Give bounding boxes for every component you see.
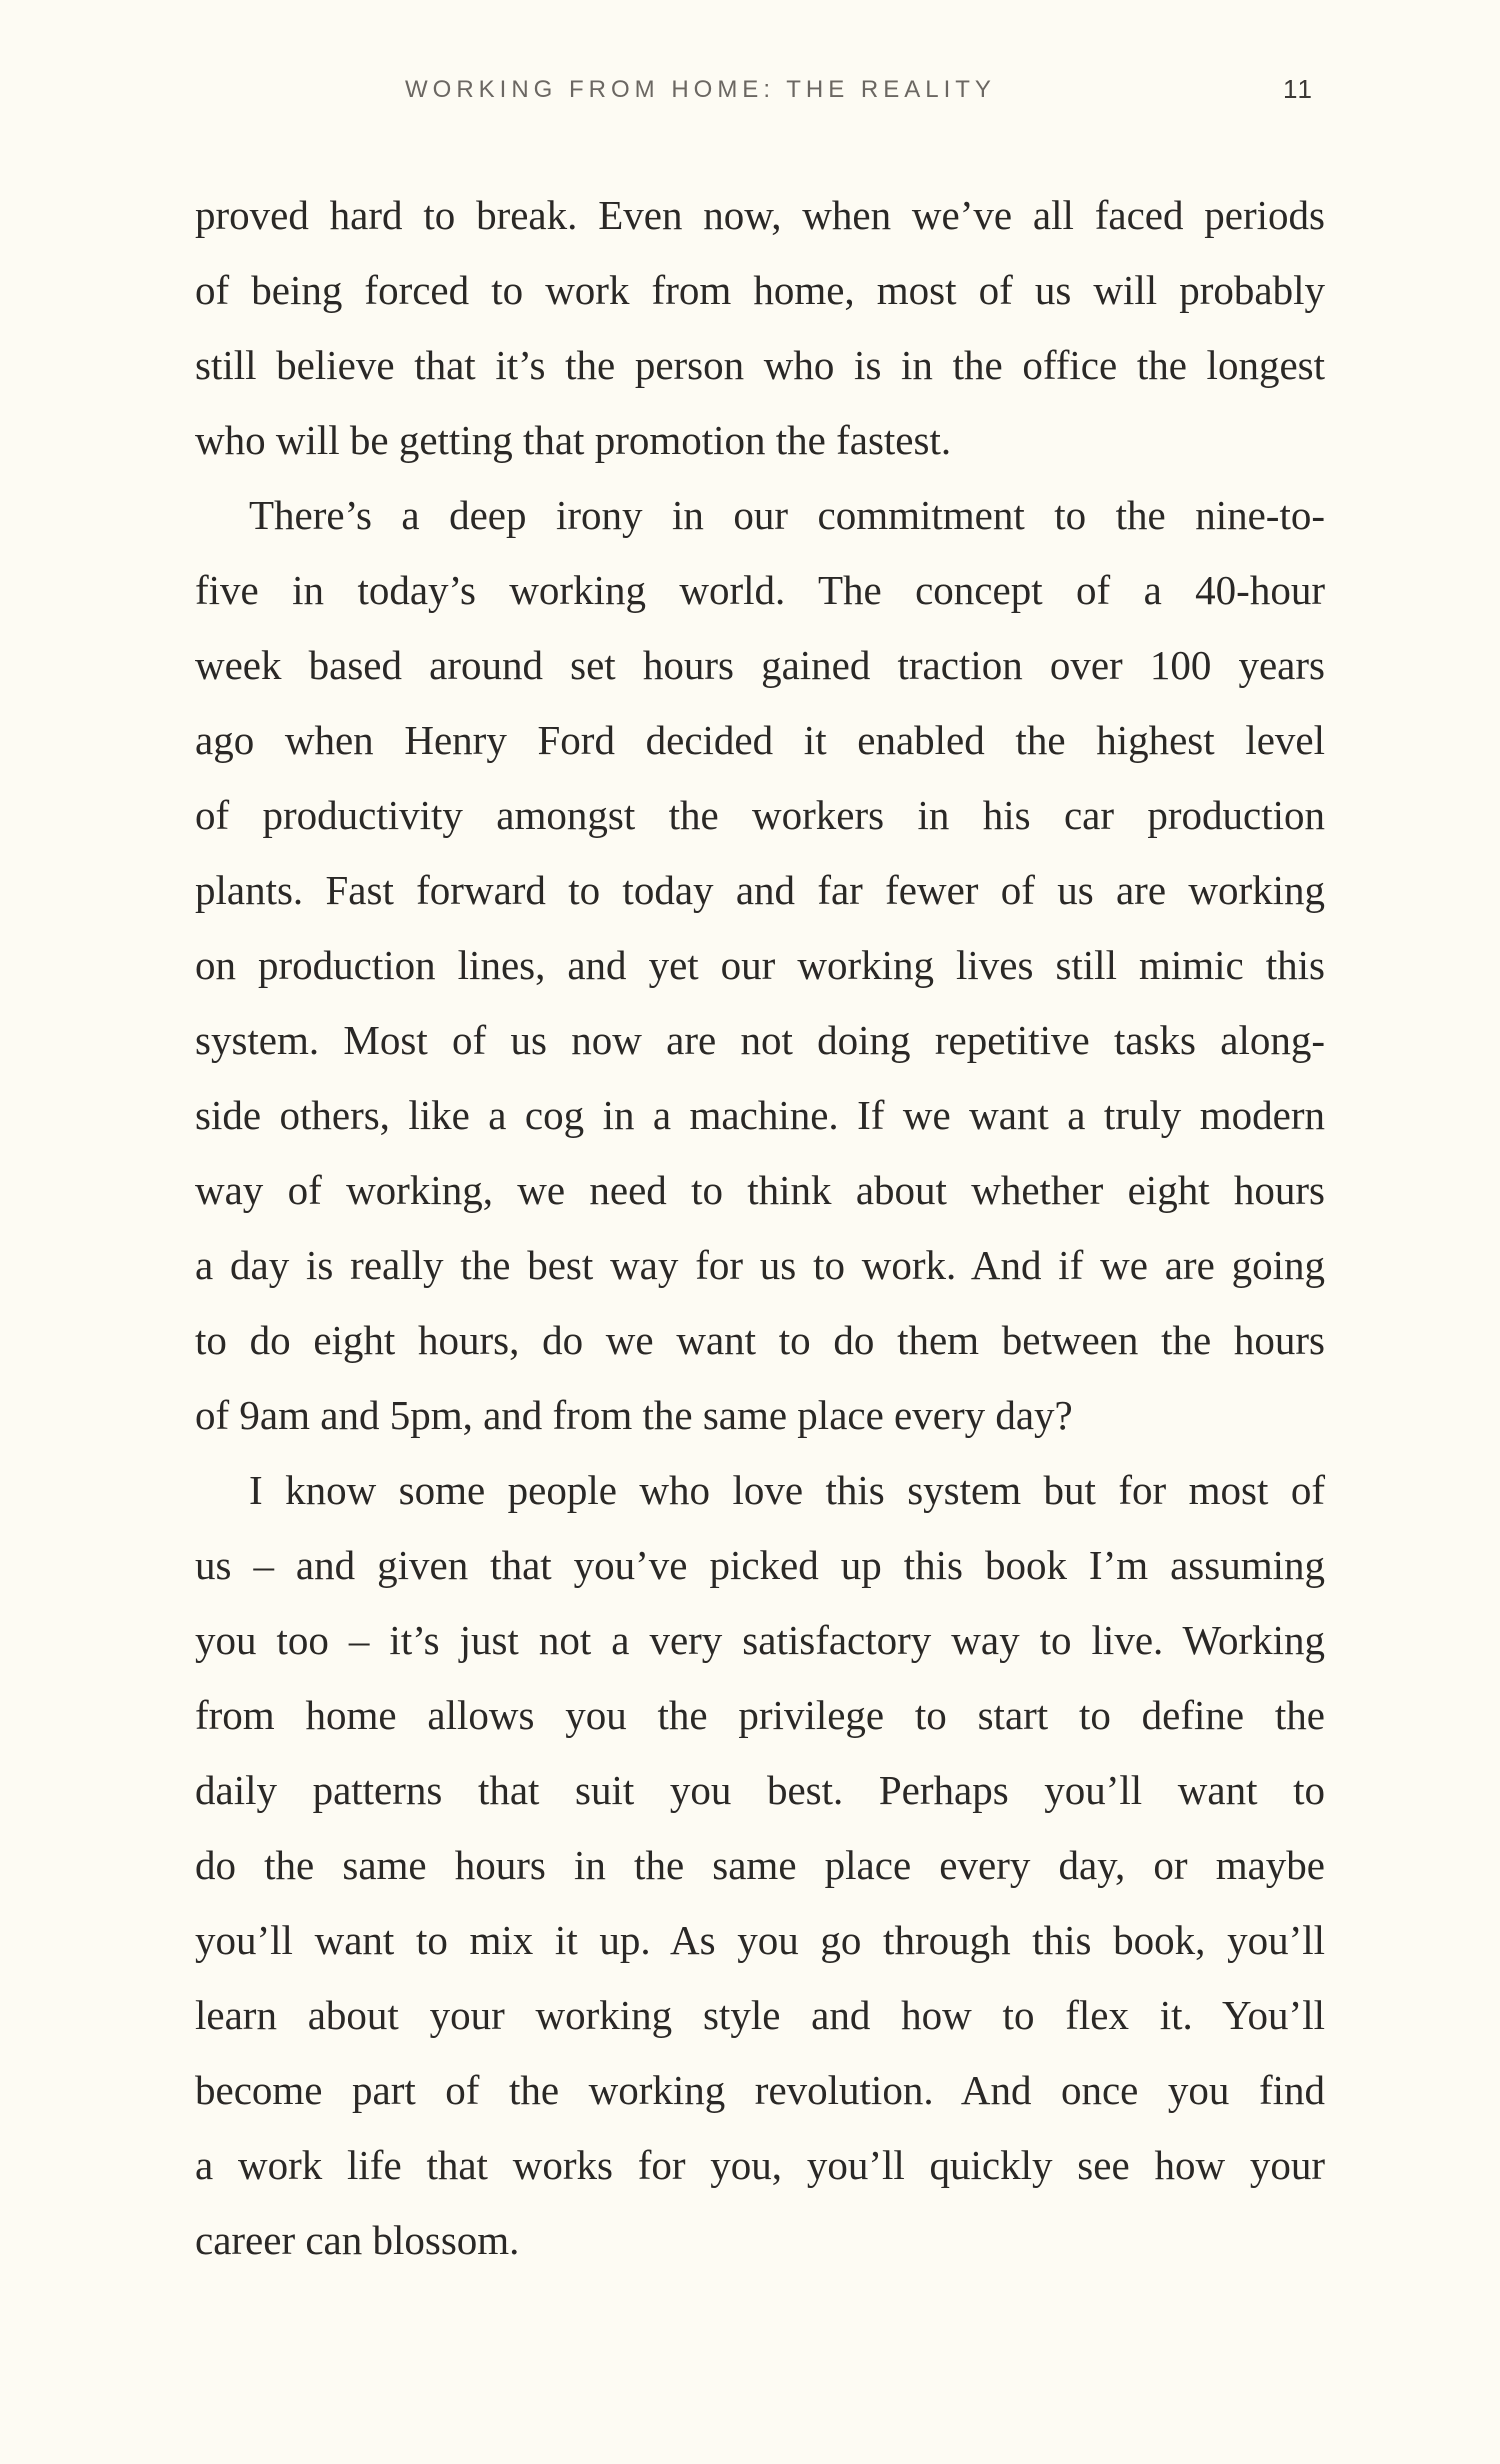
text-line: on production lines, and yet our working lives still mimic this: [195, 942, 1325, 988]
page-number: 11: [1283, 74, 1314, 104]
text-line: week based around set hours gained traction over 100 years: [195, 642, 1325, 688]
text-line: proved hard to break. Even now, when we’ve all faced periods: [195, 192, 1325, 238]
text-line: daily patterns that suit you best. Perhaps you’ll want to: [195, 1767, 1325, 1813]
paragraph-3: [195, 1453, 1325, 2278]
text-line: system. Most of us now are not doing repetitive tasks along-: [195, 1017, 1325, 1063]
text-line: us – and given that you’ve picked up this book I’m assuming: [195, 1542, 1325, 1588]
text-line: I know some people who love this system but for most of: [249, 1467, 1325, 1513]
running-title: WORKING FROM HOME: THE REALITY: [405, 76, 996, 103]
running-head: [0, 76, 1500, 116]
text-line: There’s a deep irony in our commitment to the nine-to-: [249, 492, 1325, 538]
text-line: become part of the working revolution. And once you find: [195, 2067, 1325, 2113]
text-line: who will be getting that promotion the fastest.: [195, 417, 952, 463]
text-line: a day is really the best way for us to work. And if we are going: [195, 1242, 1325, 1288]
text-line: career can blossom.: [195, 2217, 520, 2263]
paragraph-1: [195, 178, 1325, 478]
text-line: ago when Henry Ford decided it enabled the highest level: [195, 717, 1325, 763]
text-line: way of working, we need to think about whether eight hours: [195, 1167, 1325, 1213]
text-line: side others, like a cog in a machine. If we want a truly modern: [195, 1092, 1325, 1138]
body-text: [195, 178, 1325, 2278]
text-line: to do eight hours, do we want to do them between the hours: [195, 1317, 1325, 1363]
text-line: a work life that works for you, you’ll quickly see how your: [195, 2142, 1325, 2188]
text-line: of 9am and 5pm, and from the same place every day?: [195, 1392, 1073, 1438]
text-line: from home allows you the privilege to start to define the: [195, 1692, 1325, 1738]
text-line: of productivity amongst the workers in his car production: [195, 792, 1325, 838]
text-line: still believe that it’s the person who is in the office the longest: [195, 342, 1325, 388]
text-line: five in today’s working world. The concept of a 40-hour: [195, 567, 1325, 613]
text-line: you’ll want to mix it up. As you go through this book, you’ll: [195, 1917, 1325, 1963]
text-line: plants. Fast forward to today and far fewer of us are working: [195, 867, 1325, 913]
paragraph-2: [195, 478, 1325, 1453]
text-line: of being forced to work from home, most of us will probably: [195, 267, 1325, 313]
text-line: you too – it’s just not a very satisfactory way to live. Working: [195, 1617, 1325, 1663]
text-line: learn about your working style and how to flex it. You’ll: [195, 1992, 1325, 2038]
text-line: do the same hours in the same place every day, or maybe: [195, 1842, 1325, 1888]
